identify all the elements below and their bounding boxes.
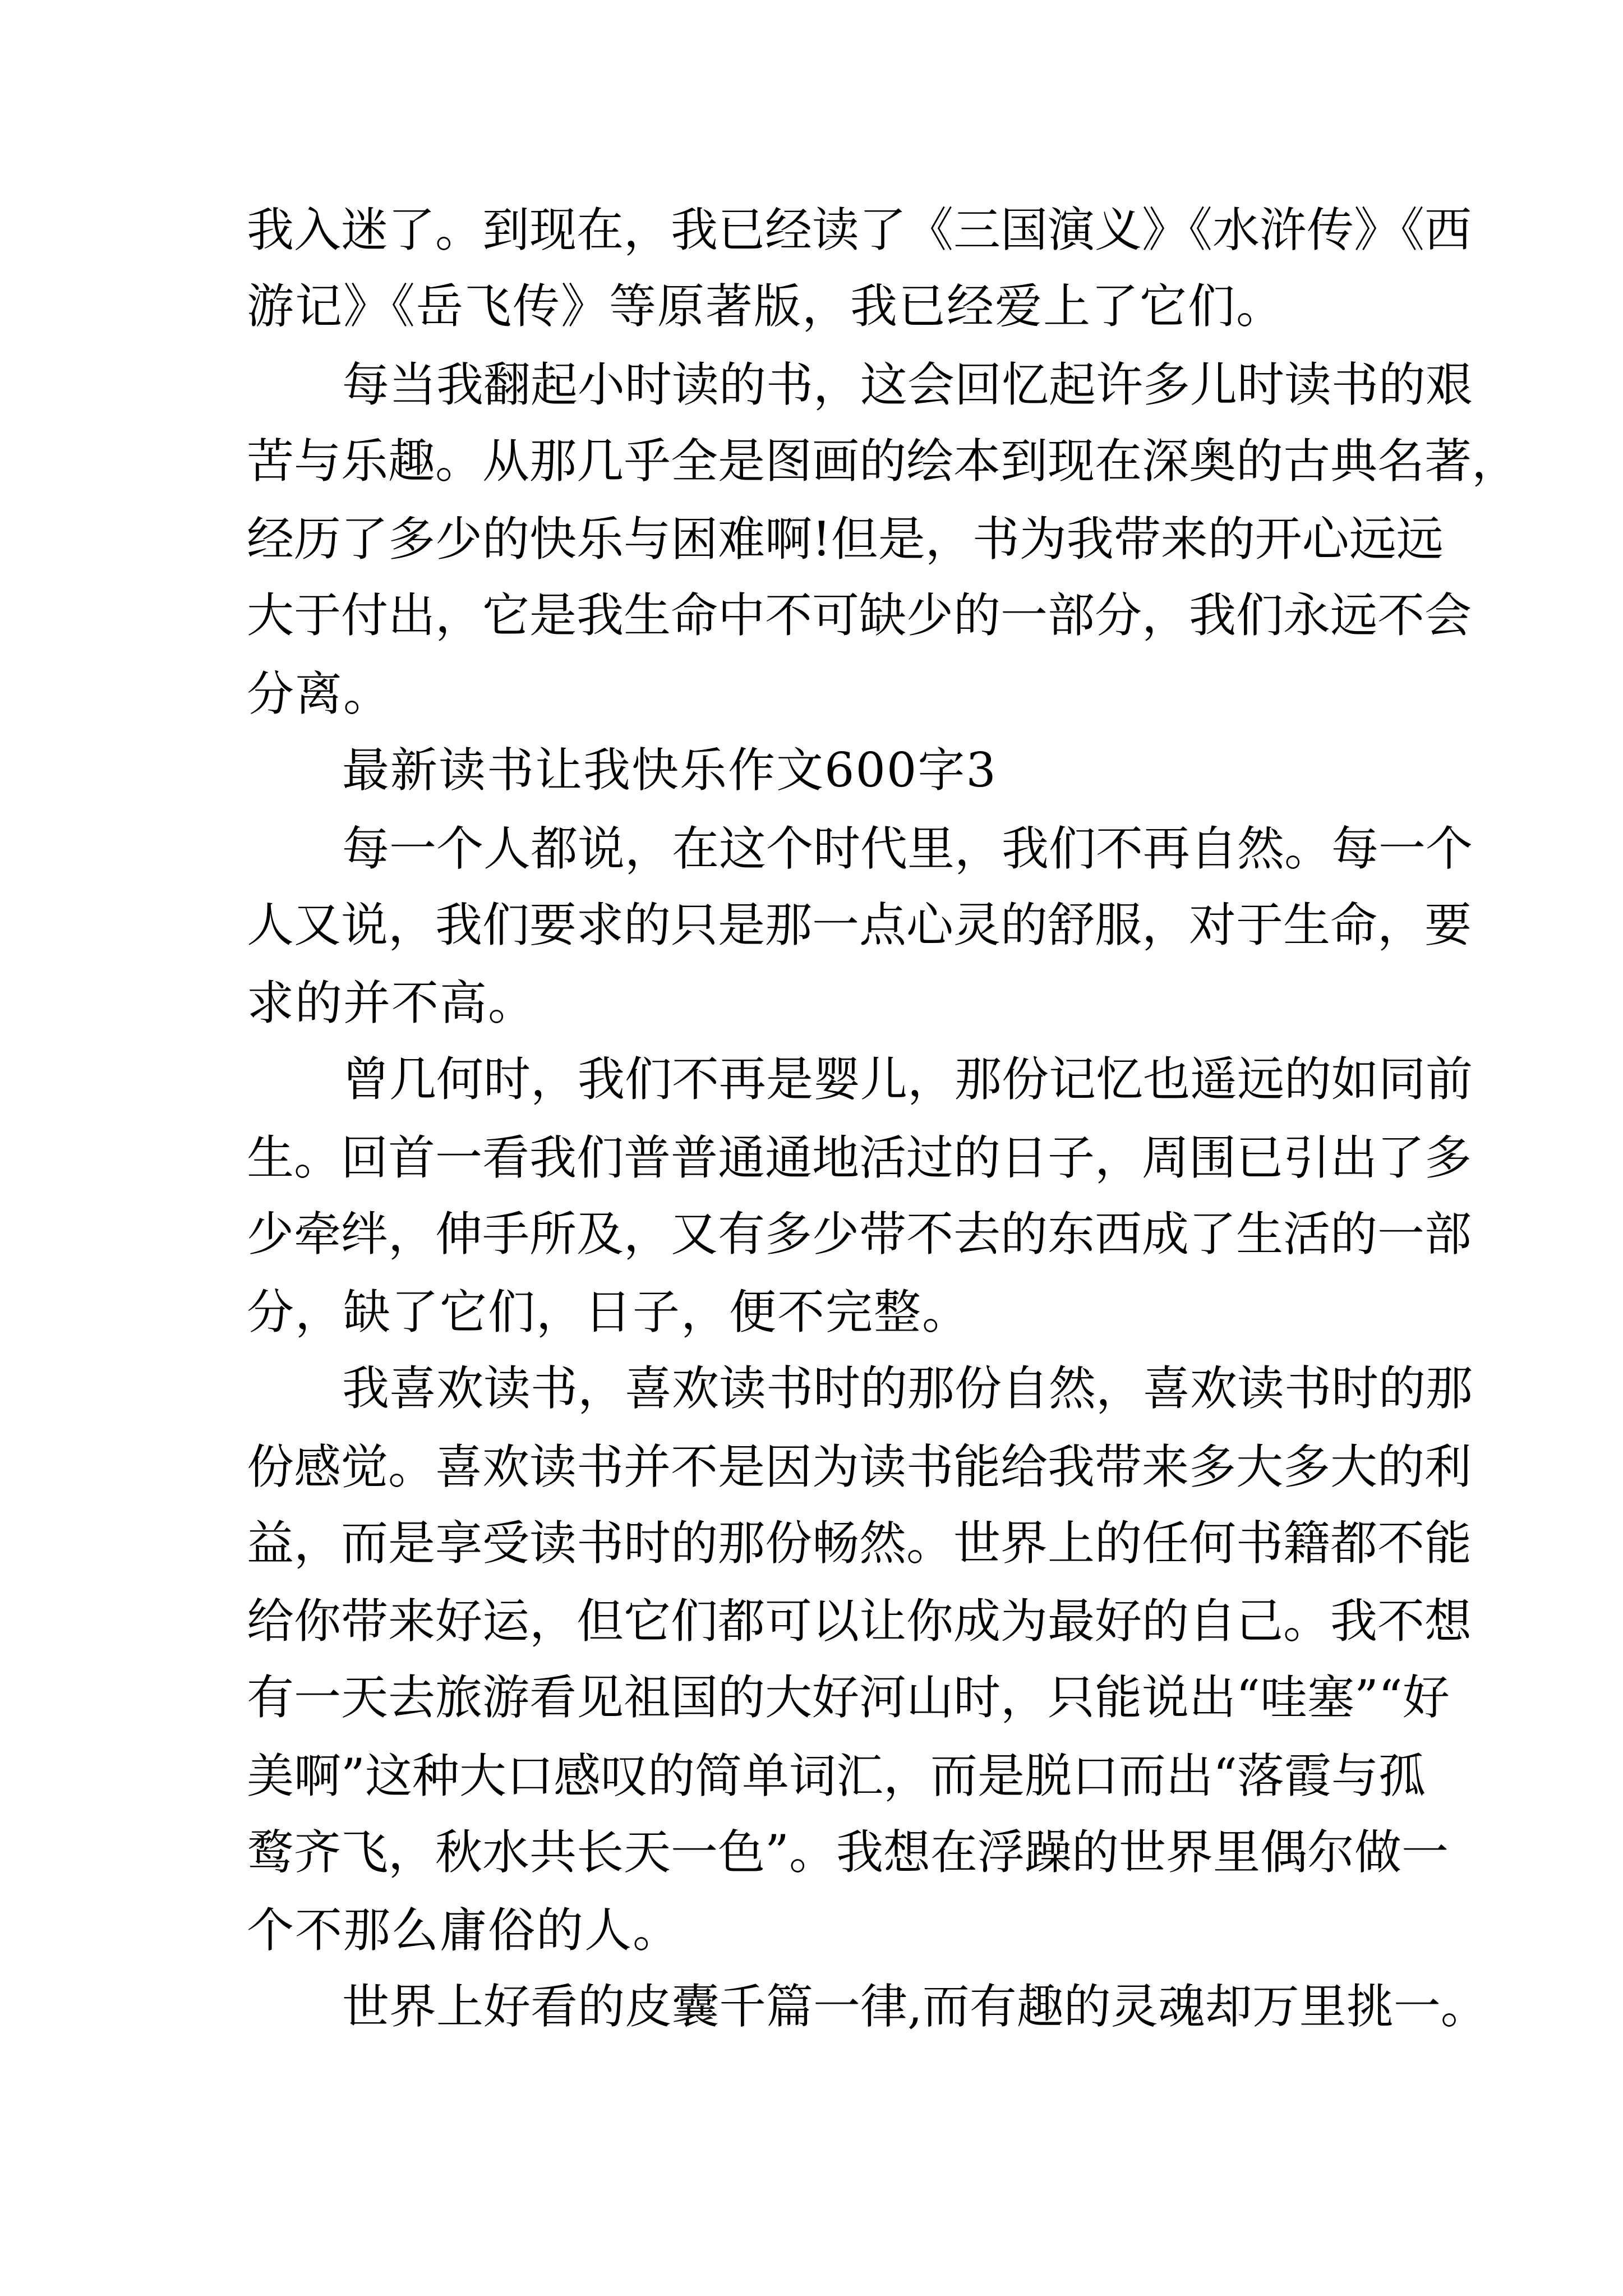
text-line-5: 经历了多少的快乐与困难啊!但是，书为我带来的开心远远 [247, 512, 1444, 567]
text-line-20: 有一天去旅游看见祖国的大好河山时，只能说出“哇塞”“好 [247, 1670, 1450, 1725]
text-line-1: 我入迷了。到现在，我已经读了《三国演义》《水浒传》《西 [247, 203, 1472, 257]
text-line-17: 份感觉。喜欢读书并不是因为读书能给我带来多大多大的利 [247, 1439, 1472, 1494]
text-line-14: 少牵绊，伸手所及，又有多少带不去的东西成了生活的一部 [247, 1207, 1472, 1262]
text-line-7: 分离。 [247, 666, 392, 721]
text-line-21: 美啊”这种大口感叹的简单词汇，而是脱口而出“落霞与孤 [247, 1749, 1426, 1803]
text-line-13: 生。回首一看我们普普通通地活过的日子，周围已引出了多 [247, 1130, 1472, 1185]
text-line-16: 我喜欢读书，喜欢读书时的那份自然，喜欢读书时的那 [342, 1361, 1473, 1416]
text-line-3: 每当我翻起小时读的书，这会回忆起许多儿时读书的艰 [342, 357, 1473, 412]
text-line-4: 苦与乐趣。从那几乎全是图画的绘本到现在深奥的古典名著， [247, 434, 1519, 489]
text-line-24: 世界上好看的皮囊千篇一律,而有趣的灵魂却万里挑一。 [342, 1979, 1488, 2034]
text-line-12: 曾几何时，我们不再是婴儿，那份记忆也遥远的如同前 [342, 1052, 1473, 1107]
section-heading: 最新读书让我快乐作文600字3 [342, 743, 997, 798]
text-line-9: 每一个人都说，在这个时代里，我们不再自然。每一个 [342, 821, 1473, 876]
text-line-2: 游记》《岳飞传》等原著版，我已经爱上了它们。 [247, 279, 1285, 334]
text-line-18: 益，而是享受读书时的那份畅然。世界上的任何书籍都不能 [247, 1516, 1472, 1571]
text-line-10: 人又说，我们要求的只是那一点心灵的舒服，对于生命，要 [247, 898, 1472, 953]
text-line-11: 求的并不高。 [247, 976, 537, 1030]
text-line-22: 鹜齐飞，秋水共长天一色”。我想在浮躁的世界里偶尔做一 [247, 1825, 1449, 1880]
text-line-15: 分，缺了它们，日子，便不完整。 [247, 1285, 971, 1340]
text-line-6: 大于付出，它是我生命中不可缺少的一部分，我们永远不会 [247, 588, 1472, 643]
text-line-23: 个不那么庸俗的人。 [247, 1903, 681, 1958]
text-line-19: 给你带来好运，但它们都可以让你成为最好的自己。我不想 [247, 1594, 1472, 1649]
